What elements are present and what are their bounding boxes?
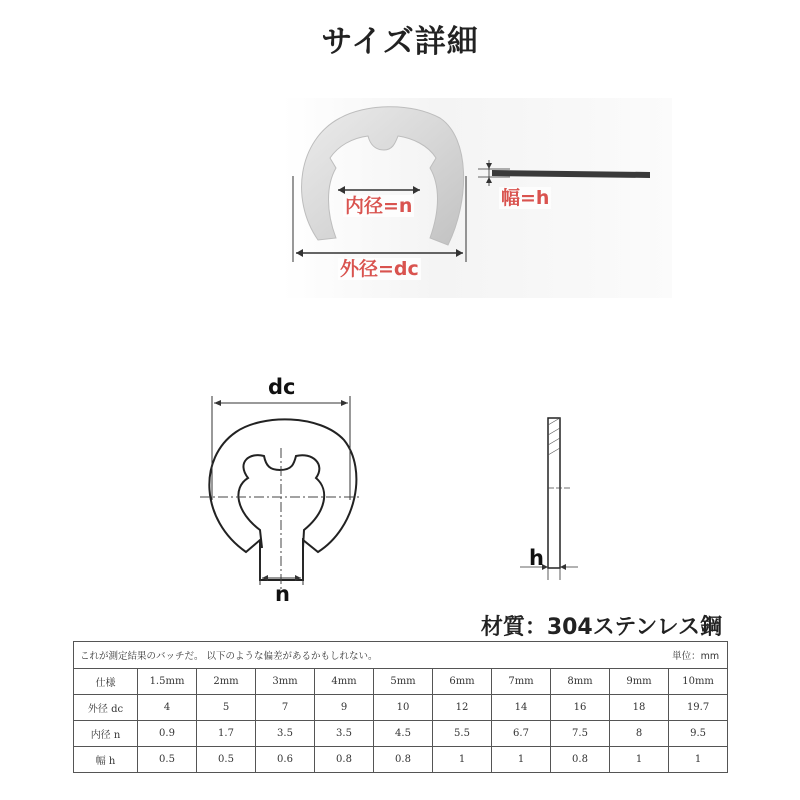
table-cell: 1.7 bbox=[197, 721, 256, 747]
spec-cell: 8mm bbox=[551, 669, 610, 695]
table-cell: 3.5 bbox=[315, 721, 374, 747]
table-cell: 1 bbox=[492, 747, 551, 773]
table-cell: 5 bbox=[197, 695, 256, 721]
table-cell: 4 bbox=[138, 695, 197, 721]
outer-diameter-label: 外径=dc bbox=[340, 258, 419, 280]
table-header-row bbox=[74, 669, 728, 695]
table-cell: 19.7 bbox=[669, 695, 728, 721]
table-cell: 16 bbox=[551, 695, 610, 721]
spec-cell: 1.5mm bbox=[138, 669, 197, 695]
table-note bbox=[74, 642, 728, 669]
width-label: 幅=h bbox=[501, 187, 550, 209]
table-cell: 12 bbox=[433, 695, 492, 721]
table-cell: 6.7 bbox=[492, 721, 551, 747]
header-label: 仕様 bbox=[74, 669, 138, 695]
row-label: 外径 dc bbox=[74, 695, 138, 721]
dc-label: dc bbox=[268, 375, 296, 399]
table-cell: 0.5 bbox=[197, 747, 256, 773]
table-cell: 1 bbox=[433, 747, 492, 773]
spec-cell: 6mm bbox=[433, 669, 492, 695]
spec-cell: 2mm bbox=[197, 669, 256, 695]
unit-text: 単位：mm bbox=[672, 651, 720, 662]
n-label: n bbox=[275, 582, 290, 606]
spec-cell: 4mm bbox=[315, 669, 374, 695]
table-cell: 0.5 bbox=[138, 747, 197, 773]
page-title: サイズ詳細 bbox=[321, 24, 479, 60]
table-row bbox=[74, 747, 728, 773]
h-label: h bbox=[529, 546, 544, 570]
material-label: 材質：304ステンレス鋼 bbox=[480, 615, 722, 640]
table-cell: 0.8 bbox=[374, 747, 433, 773]
table-cell: 9.5 bbox=[669, 721, 728, 747]
spec-cell: 5mm bbox=[374, 669, 433, 695]
table-cell: 5.5 bbox=[433, 721, 492, 747]
spec-table bbox=[73, 641, 728, 773]
table-cell: 0.8 bbox=[315, 747, 374, 773]
e-ring-drawing bbox=[209, 419, 356, 580]
table-cell: 7 bbox=[256, 695, 315, 721]
inner-diameter-label: 内径=n bbox=[345, 195, 413, 217]
table-cell: 9 bbox=[315, 695, 374, 721]
table-cell: 0.6 bbox=[256, 747, 315, 773]
table-cell: 14 bbox=[492, 695, 551, 721]
table-row bbox=[74, 721, 728, 747]
table-cell: 1 bbox=[610, 747, 669, 773]
row-label: 幅 h bbox=[74, 747, 138, 773]
spec-cell: 7mm bbox=[492, 669, 551, 695]
table-cell: 7.5 bbox=[551, 721, 610, 747]
spec-cell: 3mm bbox=[256, 669, 315, 695]
table-cell: 1 bbox=[669, 747, 728, 773]
spec-cell: 10mm bbox=[669, 669, 728, 695]
row-label: 内径 n bbox=[74, 721, 138, 747]
table-cell: 18 bbox=[610, 695, 669, 721]
table-note-row bbox=[74, 642, 728, 669]
table-cell: 0.9 bbox=[138, 721, 197, 747]
table-cell: 8 bbox=[610, 721, 669, 747]
table-cell: 4.5 bbox=[374, 721, 433, 747]
table-cell: 3.5 bbox=[256, 721, 315, 747]
spec-cell: 9mm bbox=[610, 669, 669, 695]
table-row bbox=[74, 695, 728, 721]
note-text: これが測定結果のバッチだ。 以下のような偏差があるかもしれない。 bbox=[80, 651, 378, 662]
table-cell: 0.8 bbox=[551, 747, 610, 773]
table-cell: 10 bbox=[374, 695, 433, 721]
